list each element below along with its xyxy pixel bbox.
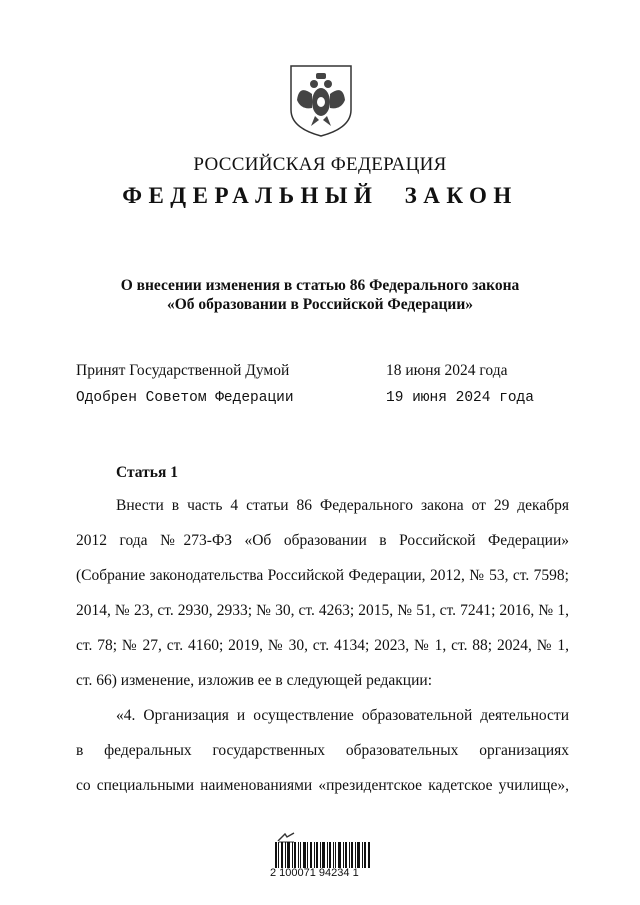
article-text-line: «4. Организация и осуществление образовательной деятельности — [116, 707, 569, 724]
article-text-line: со специальными наименованиями «президентское кадетское училище», — [76, 777, 569, 794]
article-text-line: ст. 66) изменение, изложив ее в следующей редакции: — [76, 672, 433, 689]
article-heading: Статья 1 — [116, 464, 178, 481]
subtitle-line-1: О внесении изменения в статью 86 Федерального закона — [120, 277, 520, 294]
duma-adoption-date: 18 июня 2024 года — [386, 362, 508, 379]
article-text-line: 2014, № 23, ст. 2930, 2933; № 30, ст. 4263; 2015, № 51, ст. 7241; 2016, № 1, — [76, 602, 569, 619]
council-approval-label: Одобрен Советом Федерации — [76, 390, 294, 406]
document-type-title: ФЕДЕРАЛЬНЫЙ ЗАКОН — [122, 183, 518, 208]
article-text-line: (Собрание законодательства Российской Федерации, 2012, № 53, ст. 7598; — [76, 567, 569, 584]
country-name: РОССИЙСКАЯ ФЕДЕРАЦИЯ — [193, 154, 447, 175]
article-text-line: Внести в часть 4 статьи 86 Федерального закона от 29 декабря — [116, 497, 569, 514]
coat-of-arms-icon — [289, 64, 353, 138]
barcode-icon — [275, 842, 371, 868]
subtitle-line-2: «Об образовании в Российской Федерации» — [166, 296, 474, 313]
article-text-line: 2012 года №273-ФЗ «Об образовании в Российской Федерации» — [76, 532, 569, 549]
article-text-line: в федеральных государственных образовательных организациях — [76, 742, 569, 759]
article-text-line: ст. 78; № 27, ст. 4160; 2019, № 30, ст. 4134; 2023, № 1, ст. 88; 2024, № 1, — [76, 637, 569, 654]
council-approval-date: 19 июня 2024 года — [386, 390, 534, 406]
law-subtitle — [0, 276, 640, 314]
duma-adoption-label: Принят Государственной Думой — [76, 362, 290, 379]
barcode-number: 2 100071 94234 1 — [270, 867, 359, 879]
